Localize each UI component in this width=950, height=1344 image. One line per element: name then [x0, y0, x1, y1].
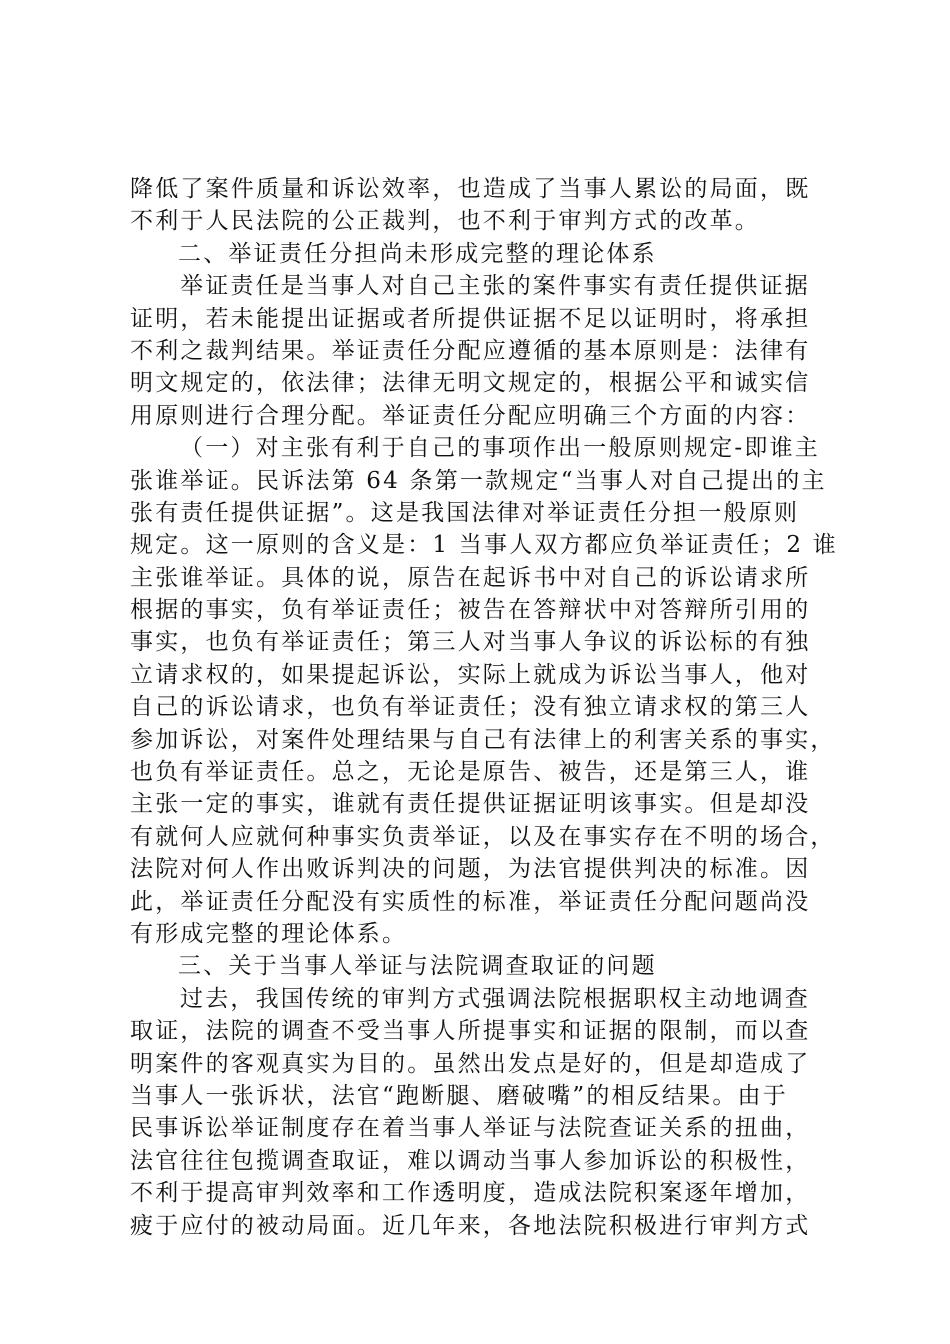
text-line: 有形成完整的理论体系。 [130, 920, 408, 947]
section-heading: 三、关于当事人举证与法院调查取证的问题 [178, 953, 657, 980]
text-line: 事实，也负有举证责任；第三人对当事人争议的诉讼标的有独 [130, 629, 811, 656]
text-line: 此，举证责任分配没有实质性的标准，举证责任分配问题尚没 [130, 888, 811, 915]
section-heading: 二、举证责任分担尚未形成完整的理论体系 [178, 240, 657, 267]
text-line: 法官往往包揽调查取证，难以调动当事人参加诉讼的积极性， [130, 1147, 811, 1174]
text-line: 用原则进行合理分配。举证责任分配应明确三个方面的内容： [130, 402, 811, 429]
text-line: 疲于应付的被动局面。近几年来，各地法院积极进行审判方式 [130, 1212, 811, 1239]
text-line: 立请求权的，如果提起诉讼，实际上就成为诉讼当事人，他对 [130, 661, 811, 688]
text-line: 过去，我国传统的审判方式强调法院根据职权主动地调查 [180, 985, 810, 1012]
text-line: 也负有举证责任。总之，无论是原告、被告，还是第三人，谁 [130, 759, 811, 786]
text-line: 有就何人应就何种事实负责举证，以及在事实存在不明的场合， [130, 823, 836, 850]
text-line: 不利之裁判结果。举证责任分配应遵循的基本原则是：法律有 [130, 337, 811, 364]
text-line: 降低了案件质量和诉讼效率，也造成了当事人累讼的局面，既 [130, 176, 811, 202]
text-line: 民事诉讼举证制度存在着当事人举证与法院查证关系的扭曲， [130, 1115, 811, 1142]
text-line: 主张谁举证。具体的说，原告在起诉书中对自己的诉讼请求所 [130, 564, 811, 591]
text-line: 证明，若未能提出证据或者所提供证据不足以证明时，将承担 [130, 305, 811, 332]
text-line: 张有责任提供证据”。这是我国法律对举证责任分担一般原则 [130, 499, 800, 526]
text-line: 取证，法院的调查不受当事人所提事实和证据的限制，而以查 [130, 1018, 811, 1045]
text-line: 规定。这一原则的含义是：1 当事人双方都应负举证责任；2 谁 [130, 532, 838, 559]
text-line: 参加诉讼，对案件处理结果与自己有法律上的利害关系的事实， [130, 726, 836, 753]
text-line: 根据的事实，负有举证责任；被告在答辩状中对答辩所引用的 [130, 597, 811, 624]
text-line: 不利于人民法院的公正裁判，也不利于审判方式的改革。 [130, 208, 760, 235]
text-line: 举证责任是当事人对自己主张的案件事实有责任提供证据 [180, 273, 810, 300]
text-line: 明案件的客观真实为目的。虽然出发点是好的，但是却造成了 [130, 1050, 811, 1077]
document-body [130, 173, 842, 1242]
text-line: 张谁举证。民诉法第 64 条第一款规定“当事人对自己提出的主 [130, 467, 827, 494]
text-line: 不利于提高审判效率和工作透明度，造成法院积案逐年增加， [130, 1180, 811, 1207]
text-line: 自己的诉讼请求，也负有举证责任；没有独立请求权的第三人 [130, 694, 811, 721]
text-line: 当事人一张诉状，法官“跑断腿、磨破嘴”的相反结果。由于 [130, 1082, 788, 1109]
text-line: 明文规定的，依法律；法律无明文规定的，根据公平和诚实信 [130, 370, 811, 397]
text-line: 主张一定的事实，谁就有责任提供证据证明该事实。但是却没 [130, 791, 811, 818]
text-line: （一）对主张有利于自己的事项作出一般原则规定-即谁主 [180, 435, 820, 462]
text-line: 法院对何人作出败诉判决的问题，为法官提供判决的标准。因 [130, 856, 811, 883]
